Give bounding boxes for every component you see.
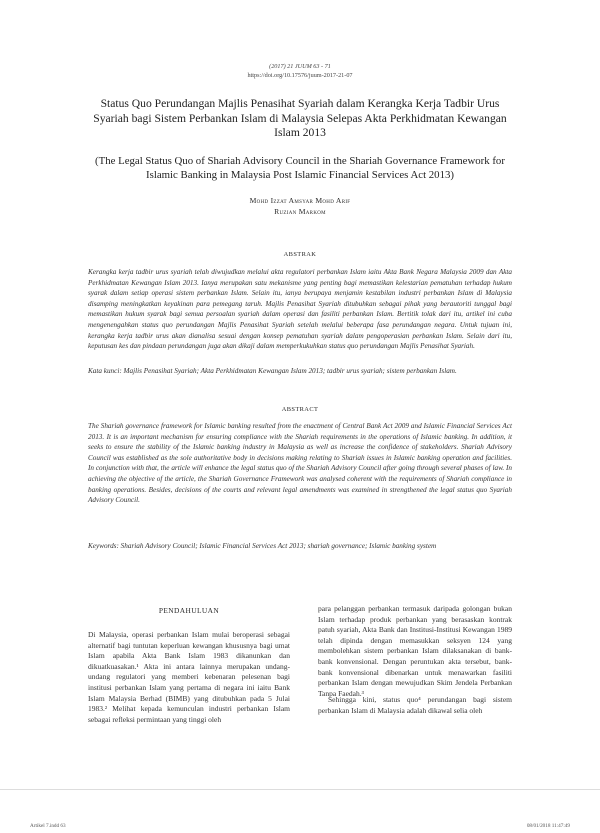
doi-line: https://doi.org/10.17576/juum-2017-21-07: [247, 72, 353, 79]
footer-timestamp: 08/01/2018 11:47:49: [526, 823, 570, 829]
pendahuluan-heading: PENDAHULUAN: [158, 606, 220, 615]
abstrak-keywords: Kata kunci: Majlis Penasihat Syariah; Akta Perkhidmatan Kewangan Islam 2013; tadbir urus syariah; sistem perbankan Islam.: [88, 367, 457, 375]
title-english: (The Legal Status Quo of Shariah Advisory Council in the Shariah Governance Framework for Islamic Banking in Malaysia Post Islamic Financial Services Act 2013): [95, 155, 505, 181]
pendahuluan-right-paragraph-1: para pelanggan perbankan termasuk daripada golongan bukan Islam terhadap produk perbankan yang berasaskan kontrak patuh syariah, Akta Bank dan Institusi-Institusi Kewangan 1989 telah dipinda dengan memasukkan seksyen 124 yang membolehkan sistem perbankan Islam dilaksanakan di bank-bank konvensional. Dengan peruntukan akta tersebut, bank-bank konvensional dibenarkan untuk menawarkan fasiliti perbankan Islam dengan mewujudkan Skim Jendela Perbankan Tanpa Faedah.³: [318, 604, 512, 698]
abstract-keywords: Keywords: Shariah Advisory Council; Islamic Financial Services Act 2013; shariah governance; Islamic banking system: [88, 542, 437, 550]
pendahuluan-right-paragraph-2: Sehingga kini, status quo⁴ perundangan bagi sistem perbankan Islam di Malaysia adalah dikawal selia oleh: [318, 695, 512, 715]
abstract-text: The Shariah governance framework for Islamic banking resulted from the enactment of Central Bank Act 2009 and Islamic Financial Services Act 2013. It is an important mechanism for ensuring compliance with the Shariah requirements in the operations of Islamic banking. In addition, it seeks to ensure the stability of the Islamic banking industry in Malaysia as well as increase the confidence of stakeholders. Shariah Advisory Council was established as the sole authoritative body in decisions making relating to Shariah issues in Islamic banking operation and facilities. In conjunction with that, the article will enhance the legal status quo of the Shariah Advisory Council after going through several phases of law. In achieving the objective of the article, the Shariah Governance Framework was analysed coherent with the requirements of Shariah compliance in banking operations. Besides, decisions of the courts and relevant legal amendments was examined in strengthened the legal status quo Syariah Advisory Council.: [88, 422, 512, 505]
footer-file-info: Artikel 7.indd 63: [30, 823, 66, 829]
author-2: Ruzian Markom: [274, 207, 326, 216]
footer-divider: [0, 789, 600, 790]
abstrak-heading: ABSTRAK: [283, 251, 317, 258]
journal-citation: (2017) 21 JUUM 63 - 71: [269, 63, 331, 70]
abstrak-text: Kerangka kerja tadbir urus syariah telah diwujudkan melalui akta regulatori perbankan Islam iaitu Akta Bank Negara Malaysia 2009 dan Akta Perkhidmatan Kewangan Islam 2013. Ianya merupakan satu mekanisme yang penting bagi memastikan kelestarian pematuhan terhadap hukum syarak dalam setiap operasi sistem perbankan Islam. Selain itu, ianya berupaya menjamin kestabilan industri perbankan Islam di Malaysia disamping meningkatkan keyakinan para pemegang taruh. Majlis Penasihat Syariah ditubuhkan sebagai pihak yang berautoriti tunggal bagi memastikan hukum syarak bagi semua persoalan syariah dalam operasi dan fasiliti perbankan Islam. Bertitik tolak dari itu, artikel ini cuba mengenengahkan status quo perundangan Majlis Penasihat Syariah setelah melalui beberapa fasa perundangan negara. Untuk tujuan ini, kerangka kerja tadbir urus akan dianalisa sesuai dengan konsep pematuhan syariah dalam pengoperasian perbankan Islam. Selain dari itu, keputusan kes dan pindaan perundangan juga akan dikaji dalam memperkukuhkan status quo perundangan Majlis Penasihat Syariah.: [88, 268, 512, 351]
pendahuluan-left-column: Di Malaysia, operasi perbankan Islam mulai beroperasi sebagai alternatif bagi tuntutan keperluan kewangan khususnya bagi umat Islam apabila Akta Bank Islam 1983 dikanunkan dan dikuatkuasakan.¹ Akta ini antara lainnya merupakan undang-undang regulatori yang memberi kebenaran pelesenan bagi institusi perbankan Islam yang pertama di negara ini iaitu Bank Islam Malaysia Berhad (BIMB) yang ditubuhkan pada 5 Julai 1983.² Melihat kepada kemunculan industri perbankan Islam sebagai refleksi permintaan yang tinggi oleh: [88, 630, 290, 724]
title-malay: Status Quo Perundangan Majlis Penasihat Syariah dalam Kerangka Kerja Tadbir Urus Syariah bagi Sistem Perbankan Islam di Malaysia Selepas Akta Perkhidmatan Kewangan Islam 2013: [93, 97, 507, 139]
abstract-heading: ABSTRACT: [281, 406, 319, 413]
author-1: Mohd Izzat Amsyar Mohd Arif: [249, 196, 351, 205]
